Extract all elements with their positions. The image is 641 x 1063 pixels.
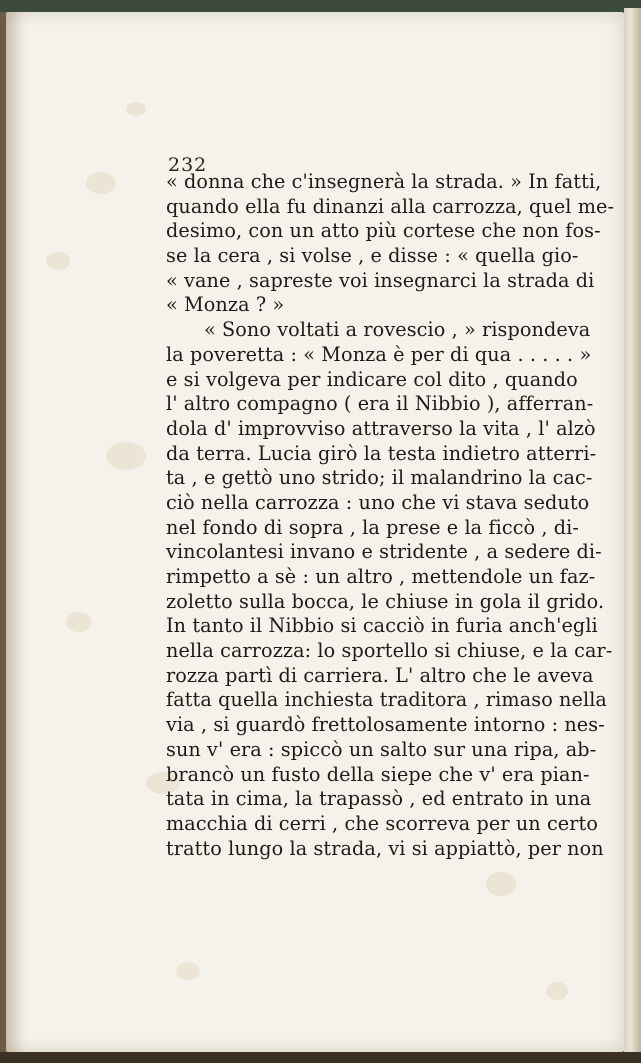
text-line: se la cera , si volse , e disse : « quella gio- xyxy=(166,244,579,268)
text-line: da terra. Lucia girò la testa indietro atterri- xyxy=(166,441,597,465)
scanner-bottom-edge xyxy=(0,1052,641,1063)
foxing-spot xyxy=(86,172,116,194)
page-number: 232 xyxy=(168,154,208,176)
text-line: rozza partì di carriera. L' altro che le aveva xyxy=(166,663,594,687)
text-line: desimo, con un atto più cortese che non fos- xyxy=(166,219,601,243)
text-line: dola d' improvviso attraverso la vita , l' alzò xyxy=(166,416,596,440)
foxing-spot xyxy=(126,102,146,116)
text-line: ta , e gettò uno strido; il malandrino la cac- xyxy=(166,466,593,490)
text-line: « vane , sapreste voi insegnarci la strada di xyxy=(166,268,595,292)
foxing-spot xyxy=(46,252,70,270)
text-line: quando ella fu dinanzi alla carrozza, quel me- xyxy=(166,194,615,218)
text-line: rimpetto a sè : un altro , mettendole un faz- xyxy=(166,565,596,588)
page-fore-edge xyxy=(624,8,641,1056)
foxing-spot xyxy=(486,872,516,896)
text-line: nel fondo di sopra , la prese e la ficcò , di- xyxy=(166,515,579,539)
text-line: macchia di cerri , che scorreva per un certo xyxy=(166,811,598,835)
text-line: e si volgeva per indicare col dito , quando xyxy=(166,367,578,391)
text-line: via , si guardò frettolosamente intorno : nes- xyxy=(166,713,605,737)
text-line: tratto lungo la strada, vi si appiattò, per non xyxy=(166,836,604,860)
text-line: brancò un fusto della siepe che v' era pian- xyxy=(166,762,590,786)
text-line: « Sono voltati a rovescio , » rispondeva xyxy=(204,318,591,342)
text-line: tata in cima, la trapassò , ed entrato in una xyxy=(166,787,592,811)
foxing-spot xyxy=(176,962,200,980)
scanner-top-edge xyxy=(0,0,641,12)
text-line: l' altro compagno ( era il Nibbio ), afferran- xyxy=(166,392,594,416)
foxing-spot xyxy=(66,612,92,632)
body-text xyxy=(166,170,615,861)
foxing-spot xyxy=(546,982,568,1000)
foxing-spot xyxy=(106,442,146,470)
text-line: vincolantesi invano e stridente , a sedere di- xyxy=(166,540,602,564)
text-line: fatta quella inchiesta traditora , rimaso nella xyxy=(166,688,607,712)
text-line: zoletto sulla bocca, le chiuse in gola il grido. xyxy=(166,589,605,613)
text-line: « Monza ? » xyxy=(166,293,285,317)
text-line: sun v' era : spiccò un salto sur una ripa, ab- xyxy=(166,737,597,761)
text-line: ciò nella carrozza : uno che vi stava seduto xyxy=(166,490,590,514)
text-line: la poveretta : « Monza è per di qua . . . . . » xyxy=(166,342,592,366)
text-line: In tanto il Nibbio si cacciò in furia anch'egli xyxy=(166,614,598,638)
text-line: nella carrozza: lo sportello si chiuse, e la car- xyxy=(166,639,613,663)
text-line: « donna che c'insegnerà la strada. » In fatti, xyxy=(166,170,602,193)
